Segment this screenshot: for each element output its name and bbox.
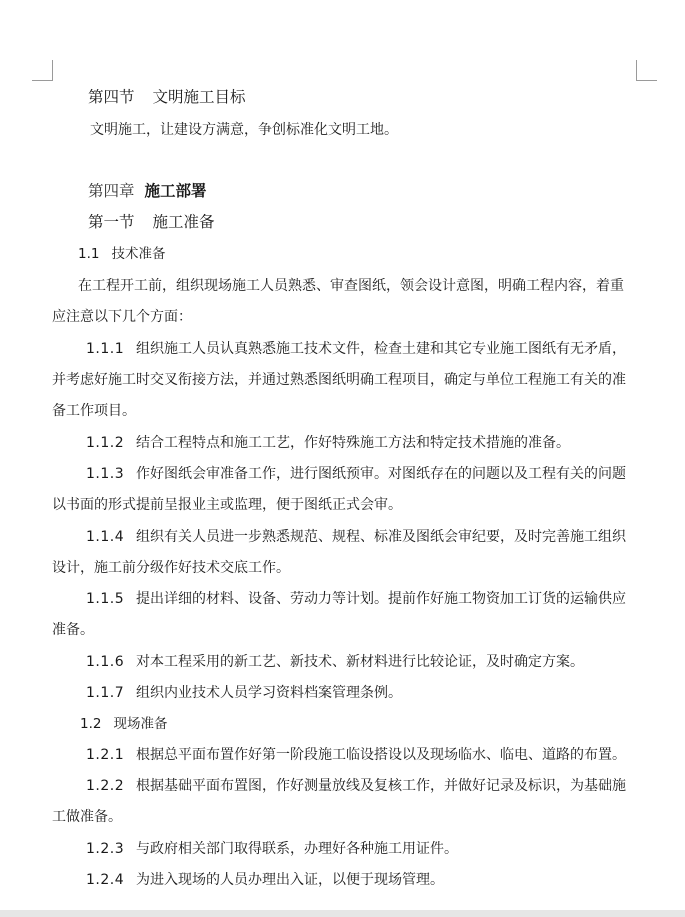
item-number: 1.1.5 xyxy=(86,591,125,607)
item-number: 1.1.7 xyxy=(86,685,125,701)
item-text: 与政府相关部门取得联系，办理好各种施工用证件。 xyxy=(136,841,458,857)
item-number: 1.1.4 xyxy=(86,529,125,545)
section-title: 文明施工目标 xyxy=(152,88,246,106)
item-number: 1.2.2 xyxy=(86,778,125,794)
paragraph: 并考虑好施工时交叉衔接方法，并通过熟悉图纸明确工程项目，确定与单位工程施工有关的准 xyxy=(52,372,626,388)
subsection-1-2-heading xyxy=(80,715,167,733)
chapter-number: 第四章 xyxy=(88,182,135,200)
list-item xyxy=(86,434,570,452)
subsection-number: 1.1 xyxy=(78,246,100,262)
section-1-heading xyxy=(88,213,215,231)
paragraph: 设计，施工前分级作好技术交底工作。 xyxy=(52,560,290,576)
section-4-heading xyxy=(88,88,246,106)
list-item xyxy=(86,465,626,483)
section-number: 第四节 xyxy=(88,88,135,106)
list-item xyxy=(86,590,626,608)
paragraph: 在工程开工前，组织现场施工人员熟悉、审查图纸，领会设计意图，明确工程内容，着重 xyxy=(78,278,624,294)
item-number: 1.2.4 xyxy=(86,872,125,888)
chapter-title: 施工部署 xyxy=(144,182,207,200)
item-number: 1.1.6 xyxy=(86,654,125,670)
item-text: 组织内业技术人员学习资料档案管理条例。 xyxy=(136,685,402,701)
list-item xyxy=(86,840,458,858)
item-text: 提出详细的材料、设备、劳动力等计划。提前作好施工物资加工订货的运输供应 xyxy=(136,591,626,607)
paragraph: 准备。 xyxy=(52,622,94,638)
paragraph: 以书面的形式提前呈报业主或监理，便于图纸正式会审。 xyxy=(52,497,402,513)
subsection-1-1-heading xyxy=(78,245,165,263)
margin-corner-top-right xyxy=(636,60,657,81)
section-title: 施工准备 xyxy=(152,213,215,231)
list-item xyxy=(86,871,444,889)
page-bottom-edge xyxy=(0,910,685,917)
list-item xyxy=(86,777,626,795)
chapter-4-heading xyxy=(88,182,207,200)
list-item xyxy=(86,340,626,358)
list-item xyxy=(86,684,402,702)
subsection-title: 现场准备 xyxy=(113,716,168,732)
item-number: 1.1.1 xyxy=(86,341,125,357)
item-text: 对本工程采用的新工艺、新技术、新材料进行比较论证，及时确定方案。 xyxy=(136,654,584,670)
item-text: 为进入现场的人员办理出入证，以便于现场管理。 xyxy=(136,872,444,888)
margin-corner-top-left xyxy=(32,60,53,81)
paragraph: 备工作项目。 xyxy=(52,403,136,419)
item-number: 1.1.3 xyxy=(86,466,125,482)
item-text: 组织施工人员认真熟悉施工技术文件，检查土建和其它专业施工图纸有无矛盾， xyxy=(136,341,626,357)
section-number: 第一节 xyxy=(88,213,135,231)
list-item xyxy=(86,653,584,671)
item-number: 1.1.2 xyxy=(86,435,125,451)
item-text: 组织有关人员进一步熟悉规范、规程、标准及图纸会审纪要，及时完善施工组织 xyxy=(136,529,626,545)
item-text: 结合工程特点和施工工艺，作好特殊施工方法和特定技术措施的准备。 xyxy=(136,435,570,451)
paragraph: 应注意以下几个方面： xyxy=(52,309,192,325)
list-item xyxy=(86,528,626,546)
item-text: 根据基础平面布置图，作好测量放线及复核工作，并做好记录及标识，为基础施 xyxy=(136,778,626,794)
item-text: 作好图纸会审准备工作，进行图纸预审。对图纸存在的问题以及工程有关的问题 xyxy=(136,466,626,482)
item-text: 根据总平面布置作好第一阶段施工临设搭设以及现场临水、临电、道路的布置。 xyxy=(136,747,626,763)
subsection-title: 技术准备 xyxy=(111,246,166,262)
subsection-number: 1.2 xyxy=(80,716,102,732)
item-number: 1.2.3 xyxy=(86,841,125,857)
item-number: 1.2.1 xyxy=(86,747,125,763)
paragraph: 文明施工，让建设方满意，争创标准化文明工地。 xyxy=(90,122,398,138)
paragraph: 工做准备。 xyxy=(52,809,122,825)
list-item xyxy=(86,746,626,764)
